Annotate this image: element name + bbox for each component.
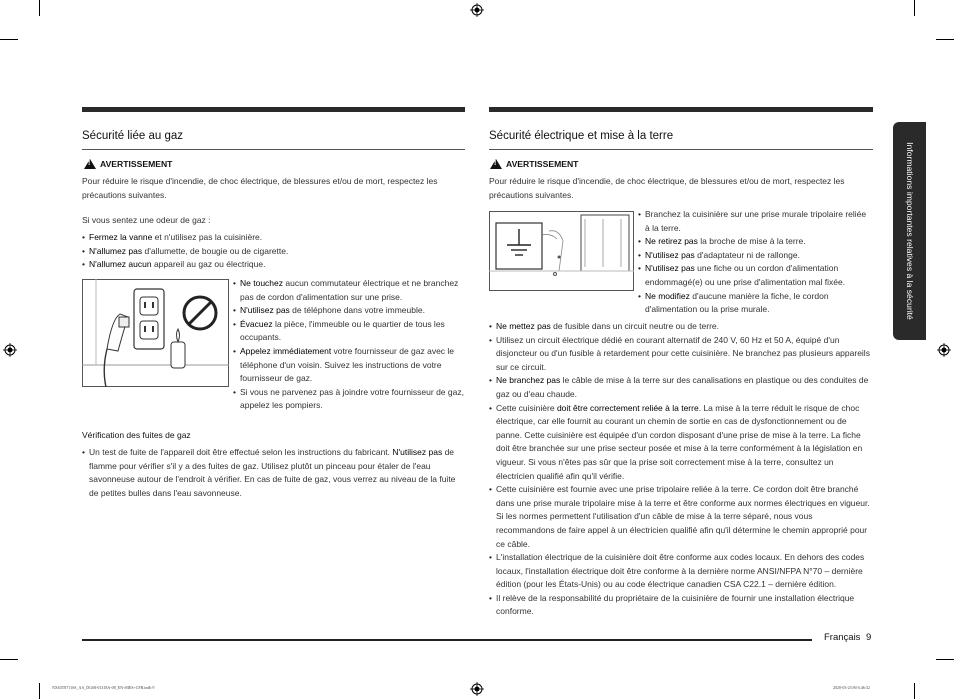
smell-list <box>82 231 465 272</box>
electrical-image-list <box>638 208 873 317</box>
list-item: • Branchez la cuisinière sur une prise murale tripolaire reliée à la terre. <box>638 208 873 235</box>
list-item: • Ne retirez pas la broche de mise à la terre. <box>638 235 873 249</box>
section-title-electrical: Sécurité électrique et mise à la terre <box>489 130 674 142</box>
crop-mark <box>39 0 40 16</box>
warning-icon <box>490 159 502 169</box>
intro-text: Pour réduire le risque d'incendie, de choc électrique, de blessures et/ou de mort, respectez les précautions suivantes. <box>82 176 438 200</box>
list-item: • Ne modifiez d'aucune manière la fiche, le cordon d'alimentation ou la prise murale. <box>638 290 873 317</box>
crop-mark <box>914 0 915 16</box>
crop-mark <box>39 683 40 699</box>
list-item: • Fermez la vanne et n'utilisez pas la cuisinière. <box>82 231 465 245</box>
list-item: • Utilisez un circuit électrique dédié en courant alternatif de 240 V, 60 Hz et 50 A, équipé d'un disjoncteur ou d'un fusible à retardement pour cette cuisinière. Ne branchez pas plusieurs appareils sur ce circuit. <box>489 334 873 375</box>
side-tab-label: Informations importantes relatives à la sécurité <box>904 142 915 320</box>
list-item: • N'utilisez pas une fiche ou un cordon d'alimentation endommagé(e) ou une prise d'alimentation mal fixée. <box>638 262 873 289</box>
list-item: • L'installation électrique de la cuisinière doit être conforme aux codes locaux. En dehors des codes locaux, l'installation électrique doit être conforme à la dernière norme ANSI/NFPA N°70 – dernière édition (pour les États-Unis) ou au code électrique canadien CSA C22.1 – dernière édition. <box>489 551 873 592</box>
section-title-gas: Sécurité liée au gaz <box>82 130 184 142</box>
list-item: • Évacuez la pièce, l'immeuble ou le quartier de tous les occupants. <box>233 318 465 345</box>
title-rule <box>489 149 873 150</box>
intro-text: Pour réduire le risque d'incendie, de choc électrique, de blessures et/ou de mort, respectez les précautions suivantes. <box>489 176 845 200</box>
footer-rule <box>82 639 812 641</box>
page-number: 9 <box>866 632 872 643</box>
chapter-side-tab <box>893 122 926 340</box>
crop-mark <box>936 659 954 660</box>
warning-text: AVERTISSEMENT <box>506 159 579 169</box>
list-item: • Il relève de la responsabilité du propriétaire de la cuisinière de fournir une installation électrique conforme. <box>489 592 873 619</box>
registration-mark-icon <box>3 343 17 357</box>
registration-mark-icon <box>470 3 484 17</box>
list-item: • Ne mettez pas de fusible dans un circuit neutre ou de terre. <box>489 320 873 334</box>
crop-mark <box>914 683 915 699</box>
list-item: • Appelez immédiatement votre fournisseur de gaz avec le téléphone d'un voisin. Suivez les instructions de votre fournisseur de gaz. <box>233 345 465 386</box>
list-item: • N'utilisez pas de téléphone dans votre immeuble. <box>233 304 465 318</box>
list-item: • N'utilisez pas d'adaptateur ni de rallonge. <box>638 249 873 263</box>
list-item: • Ne branchez pas le câble de mise à la terre sur des canalisations en plastique ou des conduites de gaz ou d'eau chaude. <box>489 374 873 401</box>
crop-mark <box>936 39 954 40</box>
list-item: • Cette cuisinière doit être correctement reliée à la terre. La mise à la terre réduit le risque de choc électrique, car elle fournit au courant un chemin de sortie en cas de dysfonctionnement ou de panne. Cette cuisinière est équipée d'un cordon disposant d'une prise de mise à la terre. La fiche doit être branchée sur une prise secteur posée et mise à la terre conformément à la législation en vigueur. Si vous n'êtes pas sûr que la prise soit correctement mise à la terre, consultez un électricien qualifié afin qu'il vérifie. <box>489 402 873 484</box>
registration-mark-icon <box>470 682 484 696</box>
crop-mark <box>0 39 18 40</box>
list-item: • N'allumez pas d'allumette, de bougie ou de cigarette. <box>82 245 465 259</box>
smell-label: Si vous sentez une odeur de gaz : <box>82 215 211 225</box>
crop-mark <box>0 659 18 660</box>
gas-actions-list <box>233 277 465 413</box>
section-top-bar <box>489 107 873 112</box>
list-item: • Si vous ne parvenez pas à joindre votre fournisseur de gaz, appelez les pompiers. <box>233 386 465 413</box>
warning-label <box>490 159 578 169</box>
print-slug-date: 2020-03-23 ￼ 6:46:32 <box>833 685 870 690</box>
grounded-outlet-illustration <box>489 211 634 291</box>
list-item: • Cette cuisinière est fournie avec une prise tripolaire reliée à la terre. Ce cordon doit être branché dans une prise murale tripolaire mise à la terre et être conforme aux normes électriques en vigueur. Si les normes permettent l'utilisation d'un câble de mise à la terre séparé, nous vous recommandons de faire appel à un électricien qualifié afin qu'il détermine le chemin approprié pour ce câble. <box>489 483 873 551</box>
print-slug-file: NX63T8711SS_AA_DG68-01318A-08_EN+MES+CFR.indb 9 <box>52 685 155 690</box>
footer-language: Français <box>824 632 861 643</box>
registration-mark-icon <box>937 343 951 357</box>
title-rule <box>82 149 465 150</box>
warning-icon <box>84 159 96 169</box>
list-item: • N'allumez aucun appareil au gaz ou électrique. <box>82 258 465 272</box>
section-top-bar <box>82 107 465 112</box>
no-electrical-switch-illustration <box>82 279 229 387</box>
warning-label <box>84 159 172 169</box>
list-item: • Ne touchez aucun commutateur électrique et ne branchez pas de cordon d'alimentation sur une prise. <box>233 277 465 304</box>
electrical-list <box>489 320 873 619</box>
list-item: • Un test de fuite de l'appareil doit être effectué selon les instructions du fabricant. N'utilisez pas de flamme pour vérifier s'il y a des fuites de gaz. Utilisez plutôt un pinceau pour étaler de l'eau savonneuse autour de l'endroit à vérifier. En cas de fuite de gaz, vous verrez au niveau de la fuite de petites bulles dans l'eau savonneuse. <box>82 446 465 500</box>
leak-list <box>82 446 465 500</box>
warning-text: AVERTISSEMENT <box>100 159 173 169</box>
leak-label: Vérification des fuites de gaz <box>82 430 191 440</box>
